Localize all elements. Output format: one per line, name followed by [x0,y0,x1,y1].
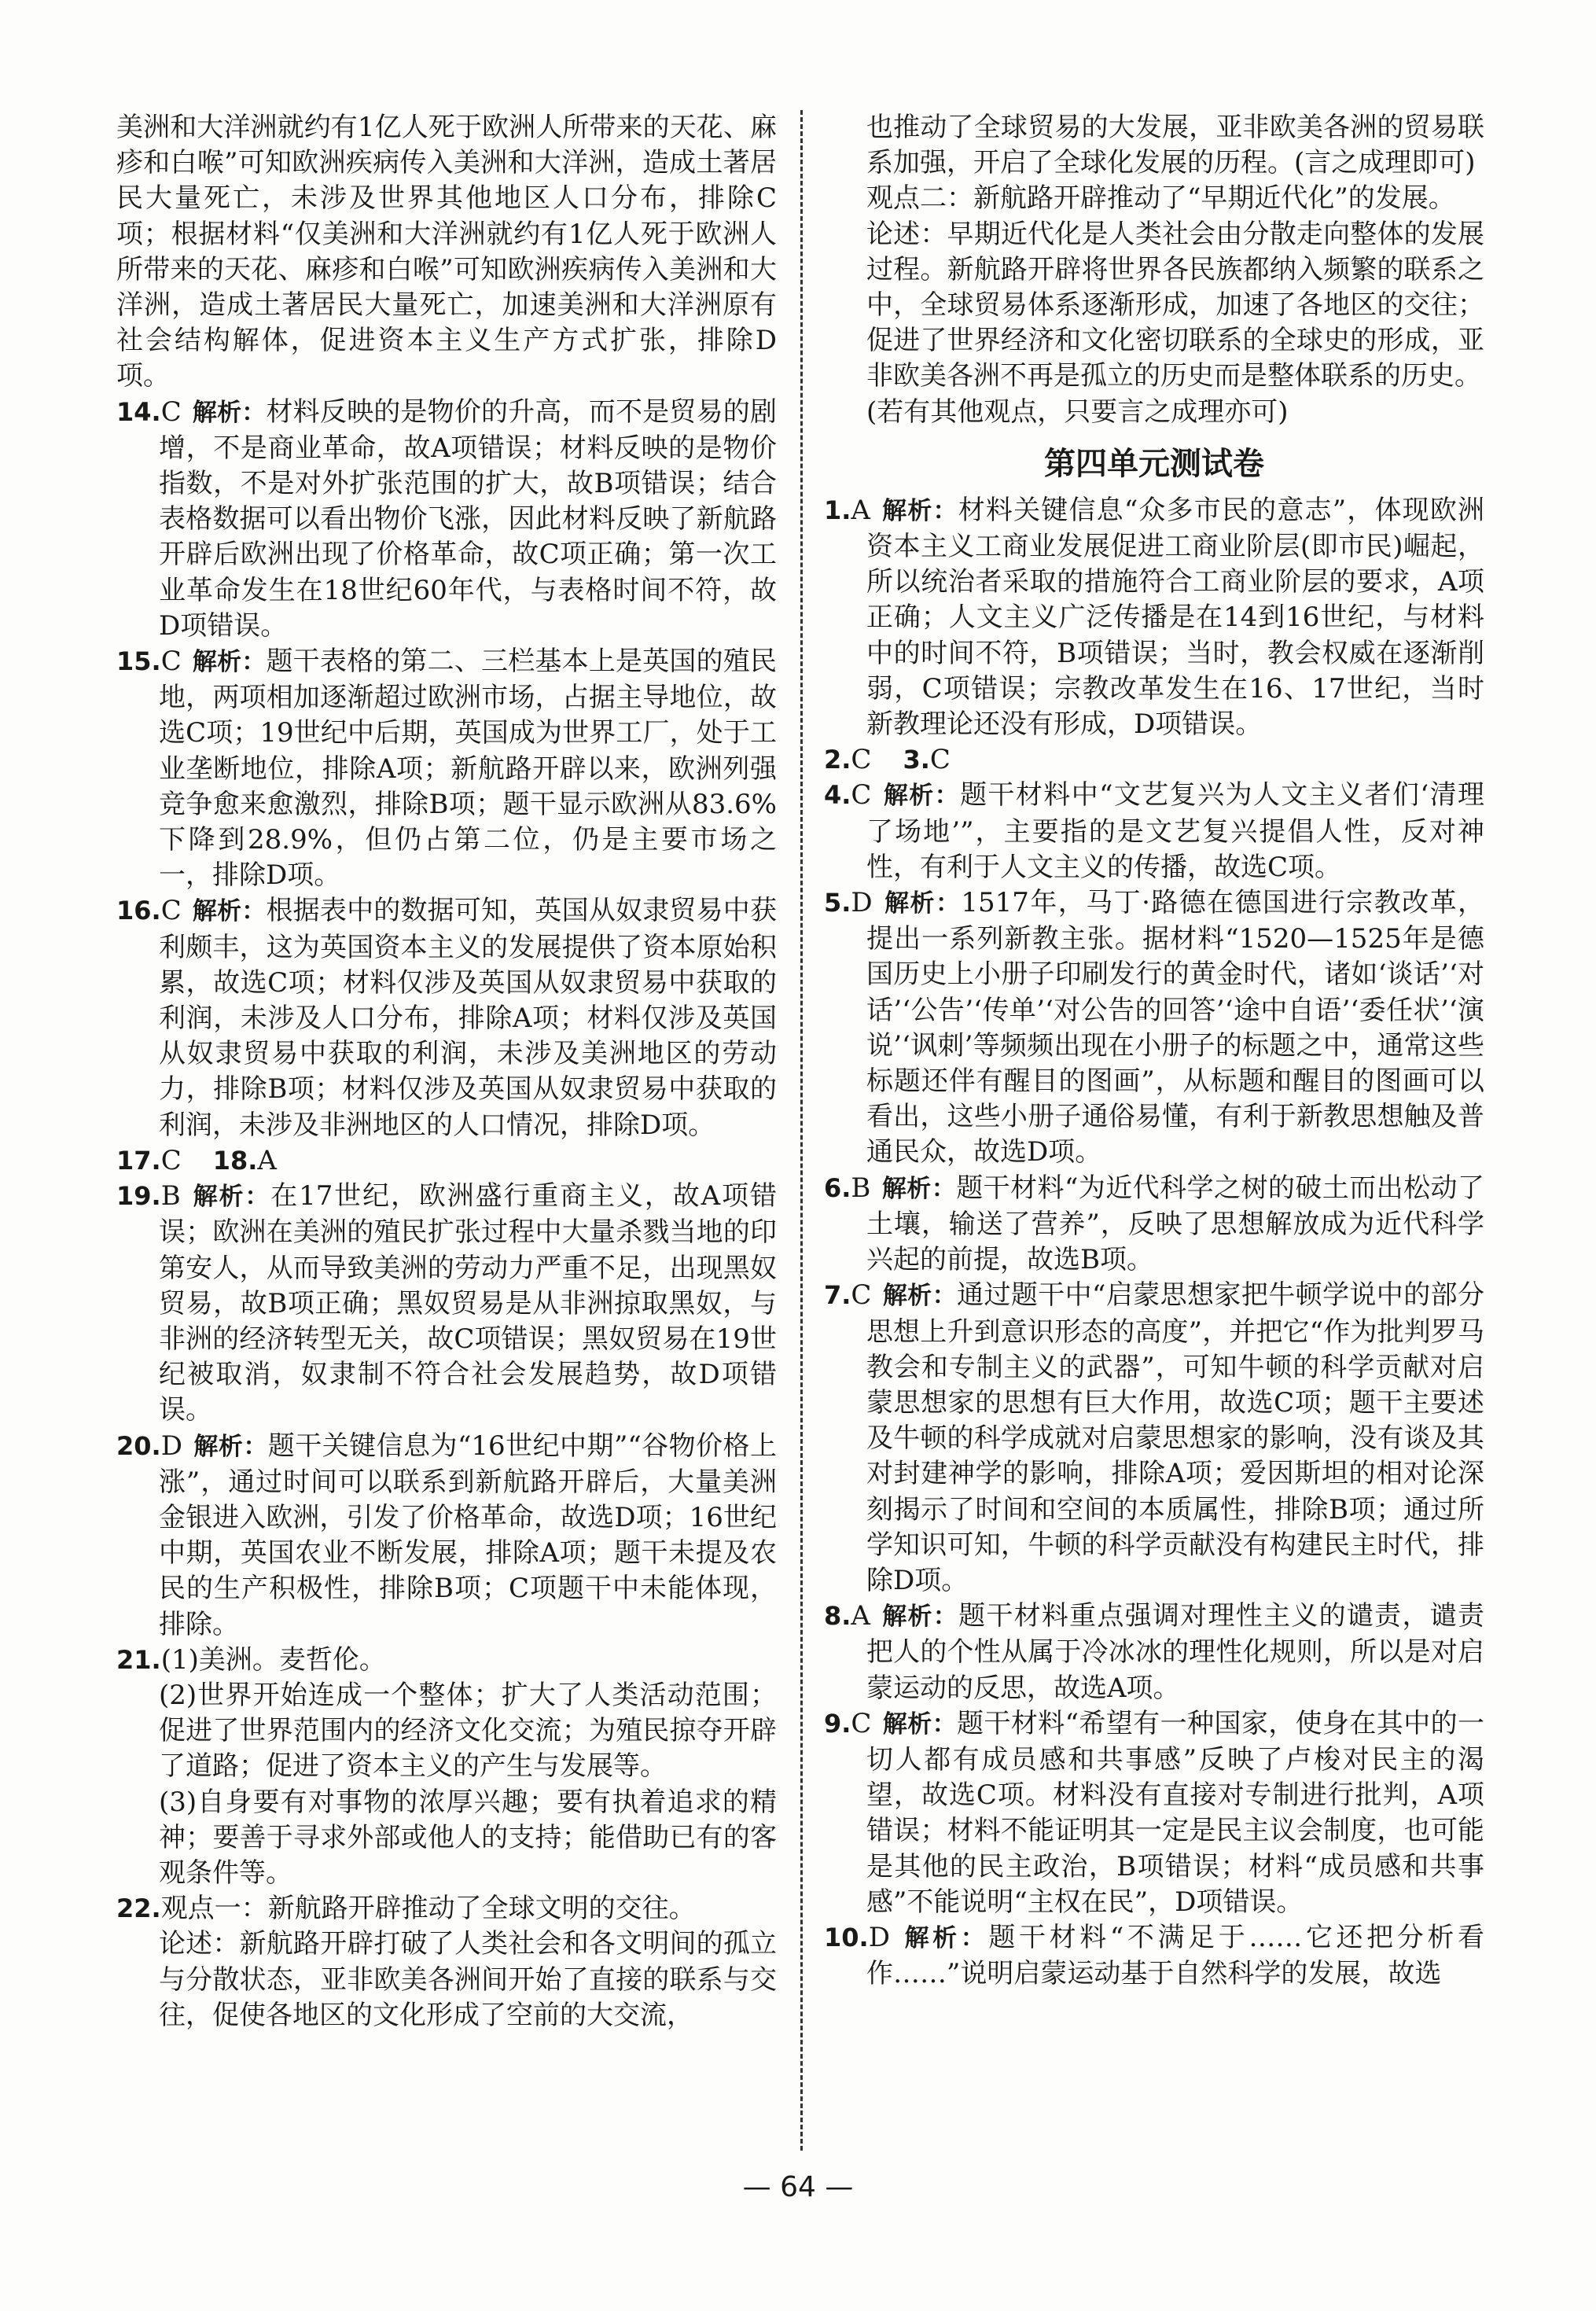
answer-choice: B [851,1172,871,1204]
question-number: 2. [824,745,851,775]
question-number: 16. [116,896,161,926]
answer-choice: D [868,1921,890,1953]
answer-choice: A [851,1600,870,1632]
question-number: 22. [116,1893,161,1924]
question-number: 7. [824,1280,851,1311]
analysis-label: 解析： [192,897,267,926]
analysis-label: 解析： [882,782,961,811]
answer-1 [824,493,1484,742]
analysis-text: 题干材料“不满足于……它还把分析看作……”说明启蒙运动基于自然科学的发展，故选 [866,1921,1485,1990]
answer-part-1: (1)美洲。麦哲伦。 [160,1643,386,1676]
answer-choice: C [160,1144,182,1176]
analysis-text: 题干表格的第二、三栏基本上是英国的殖民地，两项相加逐渐超过欧洲市场，占据主导地位，故选C项；19世纪中后期，英国成为世界工厂，处于工业垄断地位，排除A项；新航路开辟以来，欧洲列强竞争愈来愈激烈，排除B项；题干显示欧洲从83.6%下降到28.9%，但仍占第二位，仍是主要市场之一，排除D项。 [159,646,777,892]
page-number: — 64 — [742,2171,854,2203]
column-divider [800,110,803,2151]
analysis-label: 解析： [192,648,267,677]
answer-21-part-2: (2)世界开始连成一个整体；扩大了人类活动范围；促进了世界范围内的经济文化交流；为殖民掠夺开辟了道路；促进了资本主义的产生与发展等。 [159,1679,777,1783]
analysis-label: 解析： [881,1603,959,1632]
left-column [116,110,777,2033]
answer-choice: C [160,396,182,428]
analysis-label: 解析： [881,496,958,525]
answer-19 [116,1179,777,1428]
answer-16 [116,893,777,1143]
answer-15 [116,644,777,893]
analysis-label: 解析： [193,1432,268,1461]
answer-21-part-3: (3)自身要有对事物的浓厚兴趣；要有执着追求的精神；要善于寻求外部或他人的支持；能借助已有的客观条件等。 [159,1786,777,1889]
answer-choice: C [160,646,182,678]
right-column [824,110,1484,1992]
answer-4 [824,778,1484,885]
answer-choice: D [160,1430,182,1462]
question-number: 20. [116,1430,161,1461]
answer-17-18 [116,1143,777,1179]
answer-22 [116,1891,777,1926]
analysis-text: 题干材料中“文艺复兴为人文主义者们‘清理了场地’”，主要指的是文艺复兴提倡人性，反对神性，有利于人文主义的传播，故选C项。 [866,779,1484,883]
argument-2: 论述：早期近代化是人类社会由分散走向整体的发展过程。新航路开辟将世界各民族都纳入频繁的联系之中，全球贸易体系逐渐形成，加速了各地区的交往；促进了世界经济和文化密切联系的全球史的形成，亚非欧美各洲不再是孤立的历史而是整体联系的历史。 [866,218,1484,392]
analysis-text: 材料反映的是物价的升高，而不是贸易的剧增，不是商业革命，故A项错误；材料反映的是物价指数，不是对外扩张范围的扩大，故B项错误；结合表格数据可以看出物价飞涨，因此材料反映了新航路开辟后欧洲出现了价格革命，故C项正确；第一次工业革命发生在18世纪60年代，与表格时间不符，故D项错误。 [159,396,777,642]
question-number: 10. [824,1922,869,1952]
analysis-text: 题干材料重点强调对理性主义的谴责，谴责把人的个性从属于冷冰冰的理性化规则，所以是对启蒙运动的反思，故选A项。 [866,1600,1484,1704]
analysis-label: 解析： [191,1183,271,1212]
analysis-label: 解析： [881,1174,957,1203]
answer-choice: C [851,1707,872,1739]
question-number: 17. [116,1145,161,1176]
question-number: 3. [903,745,930,775]
analysis-text: 材料关键信息“众多市民的意志”，体现欧洲资本主义工商业发展促进工商业阶层(即市民)崛起，所以统治者采取的措施符合工商业阶层的要求，A项正确；人文主义广泛传播是在14到16世纪，与材料中的时间不符，B项错误；当时，教会权威在逐渐削弱，C项错误；宗教改革发生在16、17世纪，当时新教理论还没有形成，D项错误。 [866,494,1485,741]
answer-choice: C [851,779,872,811]
question-number: 15. [116,646,161,677]
section-title: 第四单元测试卷 [1044,445,1264,482]
answer-10 [824,1920,1484,1992]
analysis-label: 解析： [882,1282,958,1311]
answer-choice: A [851,494,870,526]
answer-20 [116,1429,777,1643]
question-number: 14. [116,396,161,427]
analysis-label: 解析： [900,1923,989,1952]
analysis-text: 根据表中的数据可知，英国从奴隶贸易中获利颇丰，这为英国资本主义的发展提供了资本原始积累，故选C项；材料仅涉及英国从奴隶贸易中获取的利润，未涉及人口分布，排除A项；材料仅涉及英国从奴隶贸易中获取的利润，未涉及美洲地区的劳动力，排除B项；材料仅涉及英国从奴隶贸易中获取的利润，未涉及非洲地区的人口情况，排除D项。 [159,895,777,1141]
answer-choice: C [851,1279,872,1312]
viewpoint-2: 观点二：新航路开辟推动了“早期近代化”的发展。 [866,182,1455,215]
question-number: 19. [116,1181,161,1212]
answer-choice: C [851,744,872,776]
answer-21 [116,1643,777,1678]
question-number: 21. [116,1644,161,1675]
argument-1: 论述：新航路开辟打破了人类社会和各文明间的孤立与分散状态，亚非欧美各洲间开始了直接的联系与交往，促使各地区的文化形成了空前的大交流， [159,1928,777,2031]
question-number: 18. [212,1145,258,1176]
question-number: 6. [824,1172,851,1203]
answer-9 [824,1706,1484,1920]
answer-14 [116,395,777,644]
analysis-text: 通过题干中“启蒙思想家把牛顿学说中的部分思想上升到意识形态的高度”，并把它“作为批判罗马教会和专制主义的武器”，可知牛顿的科学贡献对启蒙思想家的思想有巨大作用，故选C项；题干主要述及牛顿的科学成就对启蒙思想家的影响，没有谈及其对封建神学的影响，排除A项；爱因斯坦的相对论深刻揭示了时间和空间的本质属性，排除B项；通过所学知识可知，牛顿的科学贡献没有构建民主时代，排除D项。 [866,1279,1485,1596]
argument-1-continued: 也推动了全球贸易的大发展，亚非欧美各洲的贸易联系加强，开启了全球化发展的历程。(言之成理即可) [866,112,1484,179]
question-number: 5. [824,888,851,918]
analysis-text: 题干关键信息为“16世纪中期”“谷物价格上涨”，通过时间可以联系到新航路开辟后，大量美洲金银进入欧洲，引发了价格革命，故选D项；16世纪中期，英国农业不断发展，排除A项；题干未提及农民的生产积极性，排除B项；C项题干中未能体现，排除。 [159,1430,777,1640]
answer-7 [824,1278,1484,1599]
answer-choice: B [160,1180,181,1213]
viewpoint-1: 观点一：新航路开辟推动了全球文明的交往。 [160,1893,696,1925]
question-number: 1. [824,495,851,525]
answer-choice: A [257,1144,277,1176]
answer-note: (若有其他观点，只要言之成理亦可) [866,396,1289,428]
answer-6 [824,1171,1484,1279]
analysis-label: 解析： [192,398,267,427]
answer-8 [824,1599,1484,1706]
analysis-label: 解析： [883,889,962,918]
question-number: 9. [824,1708,851,1739]
analysis-text: 1517年，马丁·路德在德国进行宗教改革，提出一系列新教主张。据材料“1520—1525年是德国历史上小册子印刷发行的黄金时代，诸如‘谈话’‘对话’‘公告’‘传单’‘对公告的回答’‘途中自语’‘委任状’‘演说’‘讽刺’等频频出现在小册子的标题之中，通常这些标题还伴有醒目的图画”，从标题和醒目的图画可以看出，这些小册子通俗易懂，有利于新教思想触及普通民众，故选D项。 [866,887,1485,1168]
analysis-text: 题干材料“为近代科学之树的破土而出松动了土壤，输送了营养”，反映了思想解放成为近代科学兴起的前提，故选B项。 [866,1172,1484,1276]
question-number: 8. [824,1601,851,1632]
analysis-text: 题干材料“希望有一种国家，使身在其中的一切人都有成员感和共事感”反映了卢梭对民主的渴望，故选C项。材料没有直接对专制进行批判，A项错误；材料不能证明其一定是民主议会制度，也可能是其他的民主政治，B项错误；材料“成员感和共事感”不能说明“主权在民”，D项错误。 [866,1707,1485,1918]
analysis-text: 在17世纪，欧洲盛行重商主义，故A项错误；欧洲在美洲的殖民扩张过程中大量杀戮当地的印第安人，从而导致美洲的劳动力严重不足，出现黑奴贸易，故B项正确；黑奴贸易是从非洲掠取黑奴，与非洲的经济转型无关，故C项错误；黑奴贸易在19世纪被取消，奴隶制不符合社会发展趋势，故D项错误。 [159,1180,777,1426]
answer-2-3 [824,742,1484,778]
answer-choice: C [929,744,951,776]
answer-choice: D [851,887,873,919]
answer-choice: C [160,895,182,927]
answer-5 [824,885,1484,1171]
question-number: 4. [824,780,851,811]
paragraph-intro: 美洲和大洋洲就约有1亿人死于欧洲人所带来的天花、麻疹和白喉”可知欧洲疾病传入美洲和大洋洲，造成土著居民大量死亡，未涉及世界其他地区人口分布，排除C项；根据材料“仅美洲和大洋洲就约有1亿人死于欧洲人所带来的天花、麻疹和白喉”可知欧洲疾病传入美洲和大洋洲，造成土著居民大量死亡，加速美洲和大洋洲原有社会结构解体，促进资本主义生产方式扩张，排除D项。 [116,112,777,392]
analysis-label: 解析： [882,1709,958,1739]
